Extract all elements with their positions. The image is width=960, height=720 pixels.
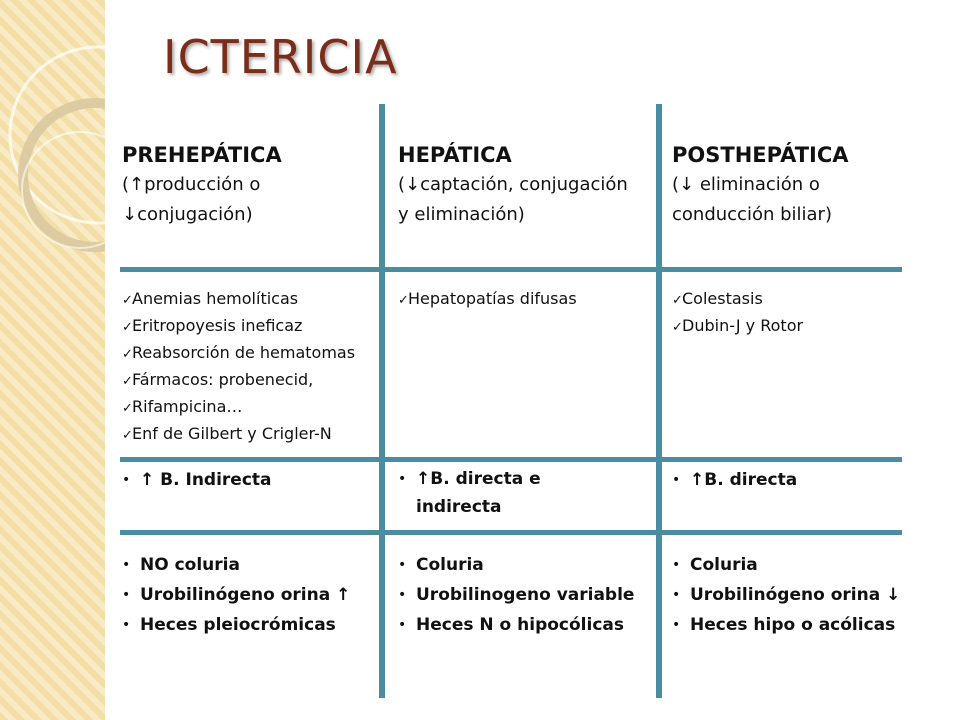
check-icon: ✓ — [398, 293, 409, 308]
list-item: • Coluria — [670, 550, 955, 580]
check-icon: ✓ — [122, 347, 133, 362]
bullet-icon: • — [398, 617, 407, 633]
bullet-icon: • — [122, 472, 131, 488]
list-item: • NO coluria — [120, 550, 375, 580]
list-item: ✓Reabsorción de hematomas — [122, 340, 377, 367]
bullet-icon: • — [122, 557, 131, 573]
causes-list — [672, 286, 922, 340]
page-title: ICTERICIA — [163, 30, 398, 84]
list-item: • ↑B. directa — [670, 465, 920, 495]
column-subtitle: (↓ eliminación o conducción biliar) — [672, 174, 832, 225]
column-heading: HEPÁTICA — [398, 143, 512, 167]
list-item: • Heces hipo o acólicas — [670, 610, 955, 640]
check-icon: ✓ — [672, 293, 683, 308]
check-icon: ✓ — [122, 293, 133, 308]
list-item: • Urobilinógeno orina ↑ — [120, 580, 375, 610]
decorative-circles — [0, 0, 105, 720]
bilirubin-list — [396, 465, 606, 521]
bilirubin-list — [670, 465, 920, 495]
row-divider — [120, 457, 902, 462]
list-item: • Urobilinógeno orina ↓ — [670, 580, 955, 610]
list-item: ✓Enf de Gilbert y Crigler-N — [122, 421, 377, 448]
column-subtitle: (↑producción o ↓conjugación) — [122, 174, 261, 225]
bullet-icon: • — [672, 472, 681, 488]
column-heading: PREHEPÁTICA — [122, 143, 282, 167]
findings-list — [120, 550, 375, 640]
column-header-hepatica — [398, 140, 643, 230]
list-item: ✓Hepatopatías difusas — [398, 286, 648, 313]
bullet-icon: • — [398, 557, 407, 573]
list-item: ✓Fármacos: probenecid, — [122, 367, 377, 394]
list-item: • ↑B. directa e indirecta — [396, 465, 606, 521]
bilirubin-list — [120, 465, 375, 495]
list-item: ✓Colestasis — [672, 286, 922, 313]
column-heading: POSTHEPÁTICA — [672, 143, 849, 167]
findings-list — [670, 550, 955, 640]
list-item: • Coluria — [396, 550, 651, 580]
decorative-sidebar — [0, 0, 105, 720]
list-item: • Urobilinogeno variable — [396, 580, 651, 610]
check-icon: ✓ — [122, 428, 133, 443]
bullet-icon: • — [398, 471, 407, 487]
list-item: ✓Eritropoyesis ineficaz — [122, 313, 377, 340]
list-item: • ↑ B. Indirecta — [120, 465, 375, 495]
check-icon: ✓ — [122, 401, 133, 416]
bullet-icon: • — [398, 587, 407, 603]
column-header-prehepatica — [122, 140, 372, 230]
list-item: ✓Anemias hemolíticas — [122, 286, 377, 313]
check-icon: ✓ — [122, 374, 133, 389]
list-item: ✓Rifampicina… — [122, 394, 377, 421]
column-divider — [656, 104, 662, 698]
bullet-icon: • — [122, 587, 131, 603]
bullet-icon: • — [672, 557, 681, 573]
column-subtitle: (↓captación, conjugación y eliminación) — [398, 174, 628, 225]
check-icon: ✓ — [672, 320, 683, 335]
list-item: • Heces N o hipocólicas — [396, 610, 651, 640]
check-icon: ✓ — [122, 320, 133, 335]
list-item: • Heces pleiocrómicas — [120, 610, 375, 640]
row-divider — [120, 530, 902, 535]
row-divider — [120, 267, 902, 272]
findings-list — [396, 550, 651, 640]
bullet-icon: • — [672, 617, 681, 633]
causes-list — [122, 286, 377, 448]
causes-list — [398, 286, 648, 313]
bullet-icon: • — [122, 617, 131, 633]
column-divider — [379, 104, 385, 698]
bullet-icon: • — [672, 587, 681, 603]
column-header-posthepatica — [672, 140, 902, 230]
list-item: ✓Dubin-J y Rotor — [672, 313, 922, 340]
